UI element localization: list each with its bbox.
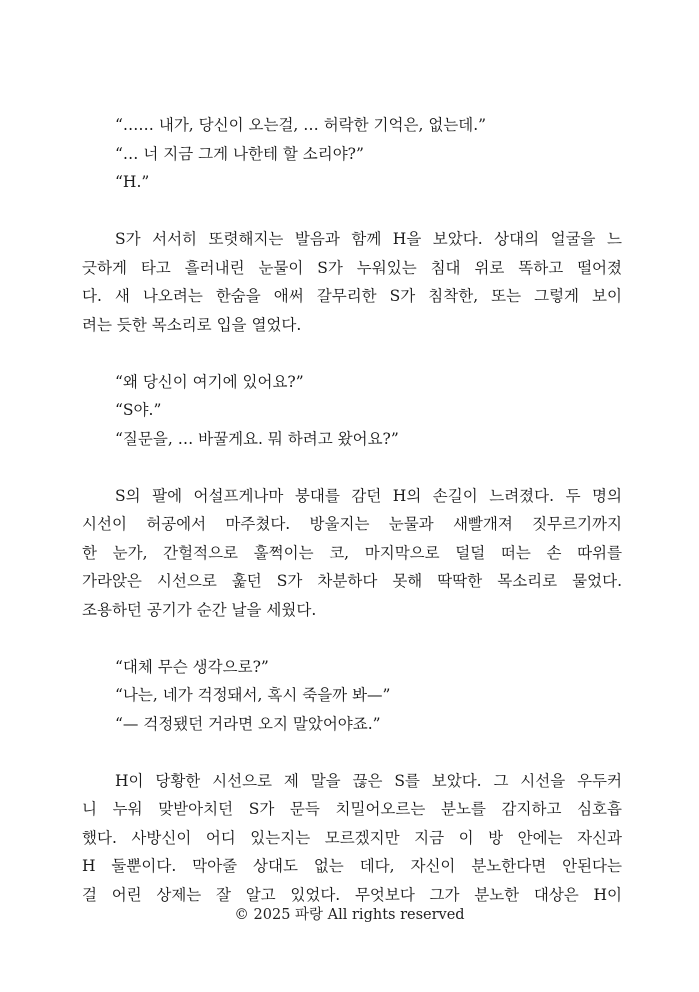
dialogue-line: “질문을, … 바꿀게요. 뭐 하려고 왔어요?”: [115, 429, 399, 448]
narration-line: S의 팔에 어설프게나마 붕대를 감던 H의 손길이 느려졌다. 두 명의: [115, 486, 622, 505]
narration-line: 긋하게 타고 흘러내린 눈물이 S가 누워있는 침대 위로 똑하고 떨어졌: [82, 258, 622, 277]
dialogue-line: “— 걱정됐던 거라면 오지 말았어야죠.”: [115, 714, 381, 733]
narration-paragraph-1: [82, 225, 622, 339]
paragraph-gap: [82, 453, 622, 482]
paragraph-gap: [82, 339, 622, 368]
narration-line: 조용하던 공기가 순간 날을 세웠다.: [82, 600, 317, 619]
dialogue-group-3: [82, 653, 622, 739]
dialogue-group-1: [82, 111, 622, 197]
paragraph-gap: [82, 624, 622, 653]
paragraph-gap: [82, 197, 622, 226]
paragraph-gap: [82, 738, 622, 767]
dialogue-group-2: [82, 368, 622, 454]
copyright-footer: © 2025 파랑 All rights reserved: [234, 907, 465, 923]
dialogue-line: “대체 무슨 생각으로?”: [115, 657, 269, 676]
narration-paragraph-3: [82, 767, 622, 910]
dialogue-line: “…… 내가, 당신이 오는걸, … 허락한 기억은, 없는데.”: [115, 116, 487, 134]
dialogue-line: “H.”: [115, 173, 150, 191]
narration-line: 가라앉은 시선으로 훑던 S가 차분하다 못해 딱딱한 목소리로 물었다.: [82, 572, 622, 590]
narration-line: 다. 새 나오려는 한숨을 애써 갈무리한 S가 침착한, 또는 그렇게 보이: [82, 287, 622, 305]
story-text: [82, 111, 622, 909]
narration-line: 려는 듯한 목소리로 입을 열었다.: [82, 315, 302, 334]
dialogue-line: “S야.”: [115, 401, 162, 419]
narration-line: H 둘뿐이다. 막아줄 상대도 없는 데다, 자신이 분노한다면 안된다는: [82, 857, 622, 875]
narration-line: 한 눈가, 간헐적으로 훌쩍이는 코, 마지막으로 덜덜 떠는 손 따위를: [82, 543, 622, 562]
narration-paragraph-2: [82, 482, 622, 625]
dialogue-line: “왜 당신이 여기에 있어요?”: [115, 372, 304, 391]
narration-line: 했다. 사방신이 어디 있는지는 모르겠지만 지금 이 방 안에는 자신과: [82, 828, 622, 847]
narration-line: 걸 어린 상제는 잘 알고 있었다. 무엇보다 그가 분노한 대상은 H이: [82, 885, 622, 904]
dialogue-line: “나는, 네가 걱정돼서, 혹시 죽을까 봐—”: [115, 686, 391, 704]
narration-line: S가 서서히 또렷해지는 발음과 함께 H을 보았다. 상대의 얼굴을 느: [115, 230, 622, 248]
narration-line: 시선이 허공에서 마주쳤다. 방울지는 눈물과 새빨개져 짓무르기까지: [82, 515, 622, 533]
narration-line: 니 누워 맞받아치던 S가 문득 치밀어오르는 분노를 감지하고 심호흡: [82, 800, 622, 818]
dialogue-line: “… 너 지금 그게 나한테 할 소리야?”: [115, 144, 364, 163]
narration-line: H이 당황한 시선으로 제 말을 끊은 S를 보았다. 그 시선을 우두커: [115, 771, 622, 790]
